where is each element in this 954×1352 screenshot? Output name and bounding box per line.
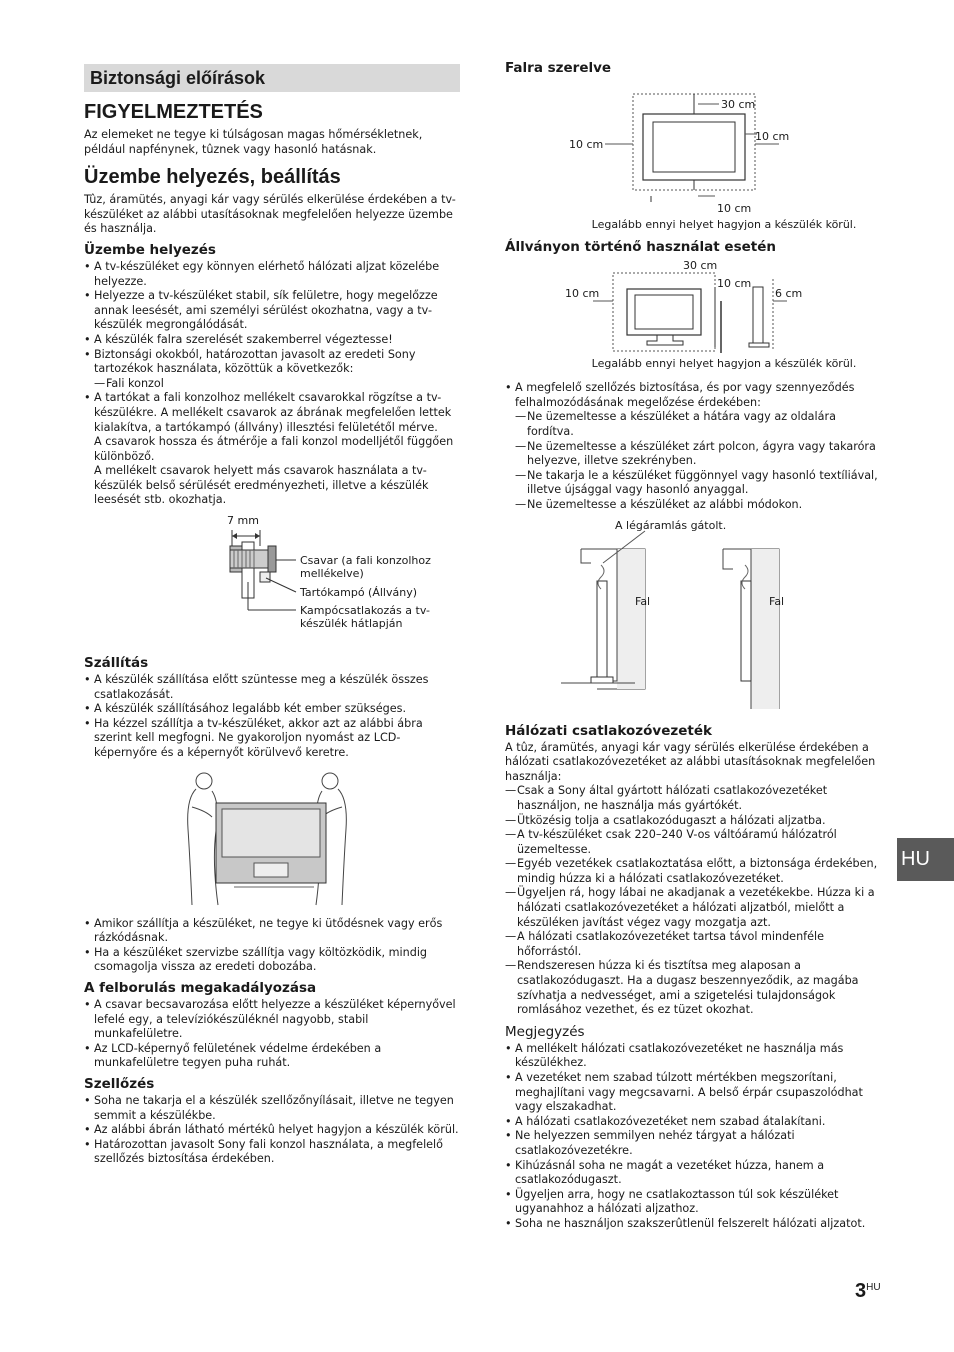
cord-text: A tûz, áramütés, anyagi kár vagy sérülés elkerülése érdekében a hálózati csatlakozóvezetéket az alábbi utasításoknak megfelelően használja: [505, 740, 876, 783]
list-item: • A hálózati csatlakozóvezetéket nem szabad átalakítani. [505, 1115, 883, 1130]
list-item: • Ha a készüléket szervizbe szállítja vagy költözködik, mindig csomagolja vissza az eredeti dobozába. [84, 946, 460, 975]
list-item: • Ha kézzel szállítja a tv-készüléket, akkor azt az alábbi ábra szerint kell megfogni. Ne gyakoroljon nyomást az LCD-képernyőre és a képernyőt körülvevő keretre. [84, 717, 460, 761]
list-subitem: — Ne üzemeltesse a készüléket zárt polcon, ágyra vagy takaróra helyezve, illetve szekrényben. [505, 440, 883, 469]
section-title: Biztonsági előírások [84, 64, 460, 92]
wall-title: Falra szerelve [505, 60, 612, 76]
wall-caption: Legalább ennyi helyet hagyjon a készülék körül. [591, 218, 857, 231]
stand-right-label: 10 cm [717, 276, 752, 290]
wall-right-label: 10 cm [755, 130, 790, 143]
stand-title: Állványon történő használat esetén [505, 238, 776, 255]
setup-text: Tûz, áramütés, anyagi kár vagy sérülés elkerülése érdekében a tv-készüléket az alábbi utasításoknak megfelelően helyezze üzembe és használja. [84, 193, 456, 236]
list-item: • A csavar becsavarozása előtt helyezze a készüléket képernyővel lefelé egy, a televíziókészüléknél nagyobb, stabil munkafelületre. [84, 998, 460, 1042]
wall-left-label: 10 cm [569, 138, 604, 151]
hook-label: Tartókampó (Állvány) [300, 586, 417, 600]
list-item: — Egyéb vezetékek csatlakoztatása előtt, a biztonsága érdekében, mindig húzza ki a hálózati csatlakozóvezetéket. [505, 857, 883, 886]
list-item: • Ne helyezzen semmilyen nehéz tárgyat a hálózati csatlakozóvezetékre. [505, 1129, 883, 1158]
list-item: • Ügyeljen arra, hogy ne csatlakoztasson túl sok készüléket ugyanahhoz a hálózati aljzathoz. [505, 1188, 883, 1217]
setup-title: Üzembe helyezés, beállítás [84, 166, 341, 189]
stand-side-label: 6 cm [775, 286, 803, 300]
stand-top-label: 30 cm [683, 258, 718, 272]
wall-label-1: Fal [635, 594, 651, 608]
vent-title: Szellőzés [84, 1075, 155, 1092]
list-item: • Soha ne takarja el a készülék szellőzőnyílásait, illetve ne tegyen semmit a készülékbe. [84, 1094, 460, 1123]
mm-label: 7 mm [227, 514, 259, 528]
stand-left-label: 10 cm [565, 286, 600, 300]
list-item: • Az alábbi ábrán látható mértékû helyet hagyjon a készülék körül. [84, 1123, 460, 1138]
list-item: — A hálózati csatlakozóvezetéket tartsa távol mindenféle hőforrástól. [505, 930, 883, 959]
conn-label: Kampócsatlakozás a tv-készülék hátlapján [300, 604, 431, 631]
note-title: Megjegyzés [505, 1023, 585, 1040]
list-item: — Csak a Sony által gyártott hálózati csatlakozóvezetéket használjon, ne használja más gyártókét. [505, 784, 883, 813]
page-number-value: 3 [855, 1280, 867, 1302]
transport-title: Szállítás [84, 655, 149, 672]
page-number [855, 1280, 881, 1303]
install-last-text-2: A csavarok hossza és átmérője a fali konzol modelljétől függően különböző. [94, 435, 454, 463]
list-subitem: — Fali konzol [84, 377, 460, 392]
list-item: — Rendszeresen húzza ki és tisztítsa meg alaposan a csatlakozódugaszt. Ha a dugasz beszennyeződik, az magába szívhatja a nedvességet, ami a szigetelési tulajdonságok romlásához vezethet, és ez tüzet okozhat. [505, 959, 883, 1017]
list-item: • A készülék szállítása előtt szüntesse meg a készülék összes csatlakozását. [84, 673, 460, 702]
list-subitem: — Ne üzemeltesse a készüléket a hátára vagy az oldalára fordítva. [505, 410, 883, 439]
list-item: • Az LCD-képernyő felületének védelme érdekében a munkafelületre tegyen puha ruhát. [84, 1042, 460, 1071]
list-item: • Helyezze a tv-készüléket stabil, sík felületre, hogy megelőzze annak leesését, ami személyi sérülést okozhatna, vagy a tv-készülék megrongálódását. [84, 289, 460, 333]
warning-title: FIGYELMEZTETÉS [84, 101, 263, 123]
list-item: • Biztonsági okokból, határozottan javasolt az eredeti Sony tartozékok használata, közöttük a következők: [84, 348, 460, 377]
list-item: • A tv-készüléket egy könnyen elérhető hálózati aljzat közelébe helyezze. [84, 260, 460, 289]
stand-clearance-diagram [505, 257, 883, 353]
install-title: Üzembe helyezés [84, 241, 216, 258]
list-item: • A mellékelt hálózati csatlakozóvezetéket ne használja más készülékhez. [505, 1042, 883, 1071]
language-tab: HU [897, 838, 954, 881]
list-item: — Ütközésig tolja a csatlakozódugaszt a hálózati aljzatba. [505, 814, 883, 829]
list-item: • A vezetéket nem szabad túlzott mértékben megszorítani, meghajlítani vagy megcsavarni. A belső érpár csupaszolódhat vagy elszakadhat. [505, 1071, 883, 1115]
tip-title: A felborulás megakadályozása [84, 980, 317, 996]
list-item: • A készülék falra szerelését szakemberrel végeztesse! [84, 333, 460, 348]
list-item [84, 391, 460, 508]
cord-list [505, 784, 883, 1018]
stand-caption: Legalább ennyi helyet hagyjon a készülék körül. [591, 356, 857, 370]
tip-list [84, 998, 460, 1071]
list-subitem: — Ne takarja le a készüléket függönnyel vagy hasonló textíliával, illetve újsággal vagy hasonló anyaggal. [505, 469, 883, 498]
note-list [505, 1042, 883, 1232]
airflow-diagram [505, 518, 883, 717]
list-item: — A tv-készüléket csak 220–240 V-os váltóáramú hálózatról üzemeltesse. [505, 828, 883, 857]
page-number-suffix: HU [866, 1282, 881, 1293]
list-item: • A készülék szállításához legalább két ember szükséges. [84, 702, 460, 717]
wall-bottom-label: 10 cm [717, 202, 752, 215]
screw-label: Csavar (a fali konzolhoz mellékelve) [300, 554, 431, 581]
right-column [505, 60, 883, 1232]
carry-illustration [84, 767, 460, 913]
transport-list [84, 673, 460, 761]
install-list [84, 260, 460, 508]
install-last-text: A tartókat a fali konzolhoz mellékelt csavarokkal rögzítse a tv-készülékre. A mellékelt csavarok az ábrának megfelelően lettek kialakítva, a tartókampó (állvány) illesztési felületétől mérve. [94, 391, 452, 434]
vent-list [84, 1094, 460, 1167]
list-item: • Határozottan javasolt Sony fali konzol használata, a megfelelő szellőzés biztosítása érdekében. [84, 1138, 460, 1167]
list-item: • Soha ne használjon szakszerûtlenül felszerelt hálózati aljzatot. [505, 1217, 883, 1232]
list-item: — Ügyeljen rá, hogy lábai ne akadjanak a vezetékekbe. Húzza ki a hálózati csatlakozóvezetéket a hálózati aljzatból, mielőtt a készüléken javítást végez vagy mozgatja azt. [505, 886, 883, 930]
cord-title: Hálózati csatlakozóvezeték [505, 722, 712, 739]
install-last-text-3: A mellékelt csavarok helyett más csavarok használata a tv-készülék belső sérülését eredményezheti, illetve a készülék leesését stb. okozhatja. [94, 464, 429, 507]
transport-list-2 [84, 917, 460, 975]
list-subitem: — Ne üzemeltesse a készüléket az alábbi módokon. [505, 498, 883, 513]
list-item: • Amikor szállítja a készüléket, ne tegye ki ütődésnek vagy erős rázkódásnak. [84, 917, 460, 946]
list-item: • Kihúzásnál soha ne magát a vezetéket húzza, hanem a csatlakozódugaszt. [505, 1159, 883, 1188]
wall-label-2: Fal [769, 594, 785, 608]
wall-top-label: 30 cm [721, 98, 756, 111]
vent-right-list [505, 381, 883, 512]
warning-text: Az elemeket ne tegye ki túlságosan magas hőmérsékletnek, például napfénynek, tûznek vagy hasonló hatásnak. [84, 128, 423, 156]
screw-diagram [84, 512, 460, 650]
airflow-blocked-label: A légáramlás gátolt. [615, 518, 727, 532]
wall-clearance-diagram [505, 78, 883, 215]
left-column [84, 64, 460, 1167]
list-item: • A megfelelő szellőzés biztosítása, és por vagy szennyeződés felhalmozódásának megelőzése érdekében: [505, 381, 883, 410]
